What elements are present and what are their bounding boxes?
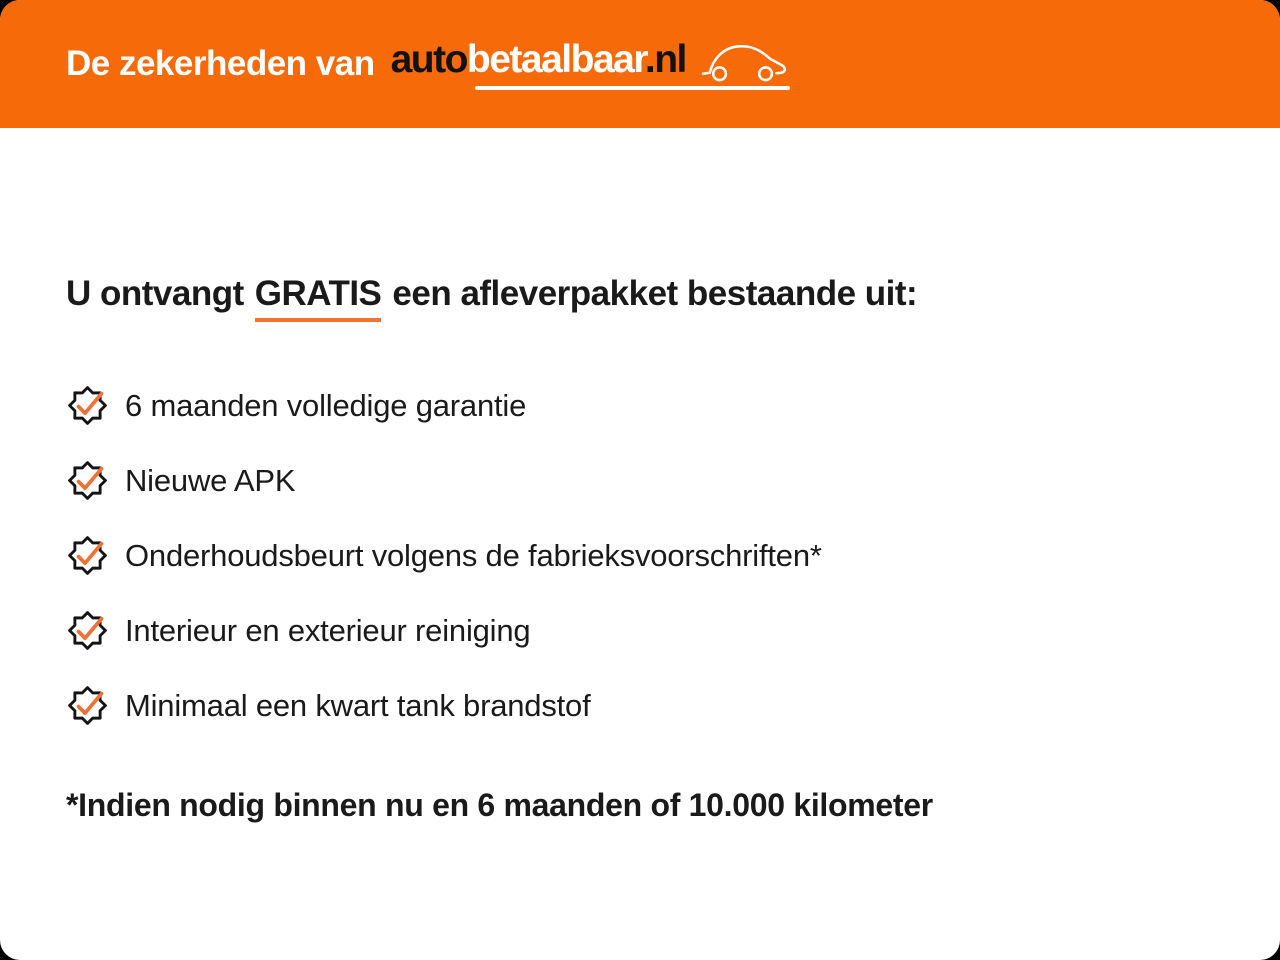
list-item-label: 6 maanden volledige garantie [125,387,527,423]
logo-underline [475,86,790,90]
list-item [66,682,1240,729]
logo-text [390,37,686,81]
header-title: De zekerheden van [66,44,375,83]
car-outline-icon [700,38,790,84]
list-item-label: Interieur en exterieur reiniging [125,612,531,648]
heading-post: een afleverpakket bestaande uit: [392,274,918,313]
heading-pre: U ontvangt [66,274,244,313]
list-item [66,607,1240,654]
list-item-label: Nieuwe APK [125,462,296,498]
logo-part-betaalbaar: betaalbaar [466,37,645,81]
page-title [66,274,1240,322]
gear-check-icon [66,534,109,577]
list-item [66,532,1240,579]
heading-highlight-gratis: GRATIS [255,274,382,322]
list-item-label: Onderhoudsbeurt volgens de fabrieksvoorschriften* [125,537,822,573]
main-content [0,274,1280,824]
list-item [66,457,1240,504]
list-item [66,382,1240,429]
gear-check-icon [66,609,109,652]
logo-autobetaalbaar [391,38,790,90]
header-banner [0,0,1280,128]
list-item-label: Minimaal een kwart tank brandstof [125,687,591,723]
gear-check-icon [66,384,109,427]
gear-check-icon [66,684,109,727]
logo-part-nl: .nl [644,37,686,81]
logo-part-auto: auto [390,37,467,81]
benefits-list [66,382,1240,729]
footnote: *Indien nodig binnen nu en 6 maanden of 10.000 kilometer [66,787,933,823]
gear-check-icon [66,459,109,502]
